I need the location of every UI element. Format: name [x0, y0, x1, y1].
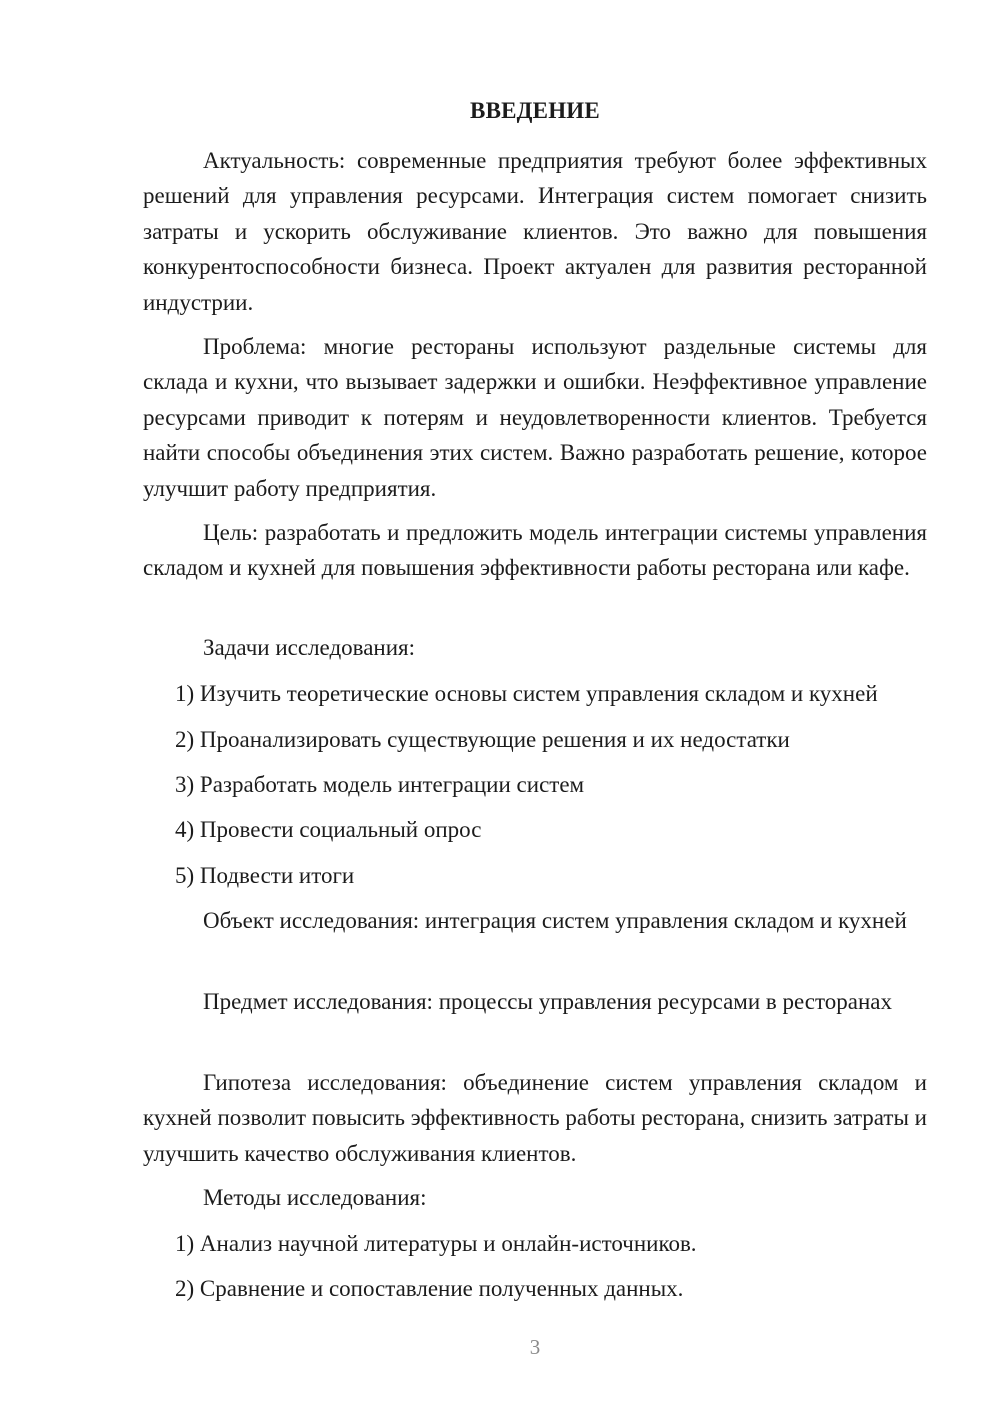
tasks-heading: Задачи исследования:: [203, 635, 416, 660]
task-item: 4) Провести социальный опрос: [175, 817, 482, 842]
problem-paragraph: Проблема: многие рестораны используют раздельные системы для склада и кухни, что вызывает задержки и ошибки. Неэффективное управление ресурсами приводит к потерям и неудовлетворенности клиентов. Требуется найти способы объединения этих систем. Важно разработать решение, которое улучшит работу предприятия.: [143, 334, 927, 501]
task-item: 1) Изучить теоретические основы систем управления складом и кухней: [175, 681, 878, 706]
goal-paragraph: Цель: разработать и предложить модель интеграции системы управления складом и кухней для повышения эффективности работы ресторана или кафе.: [143, 520, 927, 581]
task-item: 3) Разработать модель интеграции систем: [175, 772, 585, 797]
object-paragraph: Объект исследования: интеграция систем управления складом и кухней: [203, 908, 907, 933]
task-item: 2) Проанализировать существующие решения и их недостатки: [175, 727, 790, 752]
method-item: 1) Анализ научной литературы и онлайн-источников.: [175, 1231, 697, 1256]
hypothesis-paragraph: Гипотеза исследования: объединение систем управления складом и кухней позволит повысить эффективность работы ресторана, снизить затраты и улучшить качество обслуживания клиентов.: [143, 1070, 927, 1166]
page-number: 3: [529, 1335, 541, 1359]
method-item: 2) Сравнение и сопоставление полученных данных.: [175, 1276, 684, 1301]
section-title: ВВЕДЕНИЕ: [470, 98, 600, 123]
methods-heading: Методы исследования:: [203, 1185, 427, 1210]
subject-paragraph: Предмет исследования: процессы управления ресурсами в ресторанах: [203, 989, 892, 1014]
relevance-paragraph: Актуальность: современные предприятия требуют более эффективных решений для управления ресурсами. Интеграция систем помогает снизить затраты и ускорить обслуживание клиентов. Это важно для повышения конкурентоспособности бизнеса. Проект актуален для развития ресторанной индустрии.: [143, 148, 927, 315]
task-item: 5) Подвести итоги: [175, 863, 355, 888]
